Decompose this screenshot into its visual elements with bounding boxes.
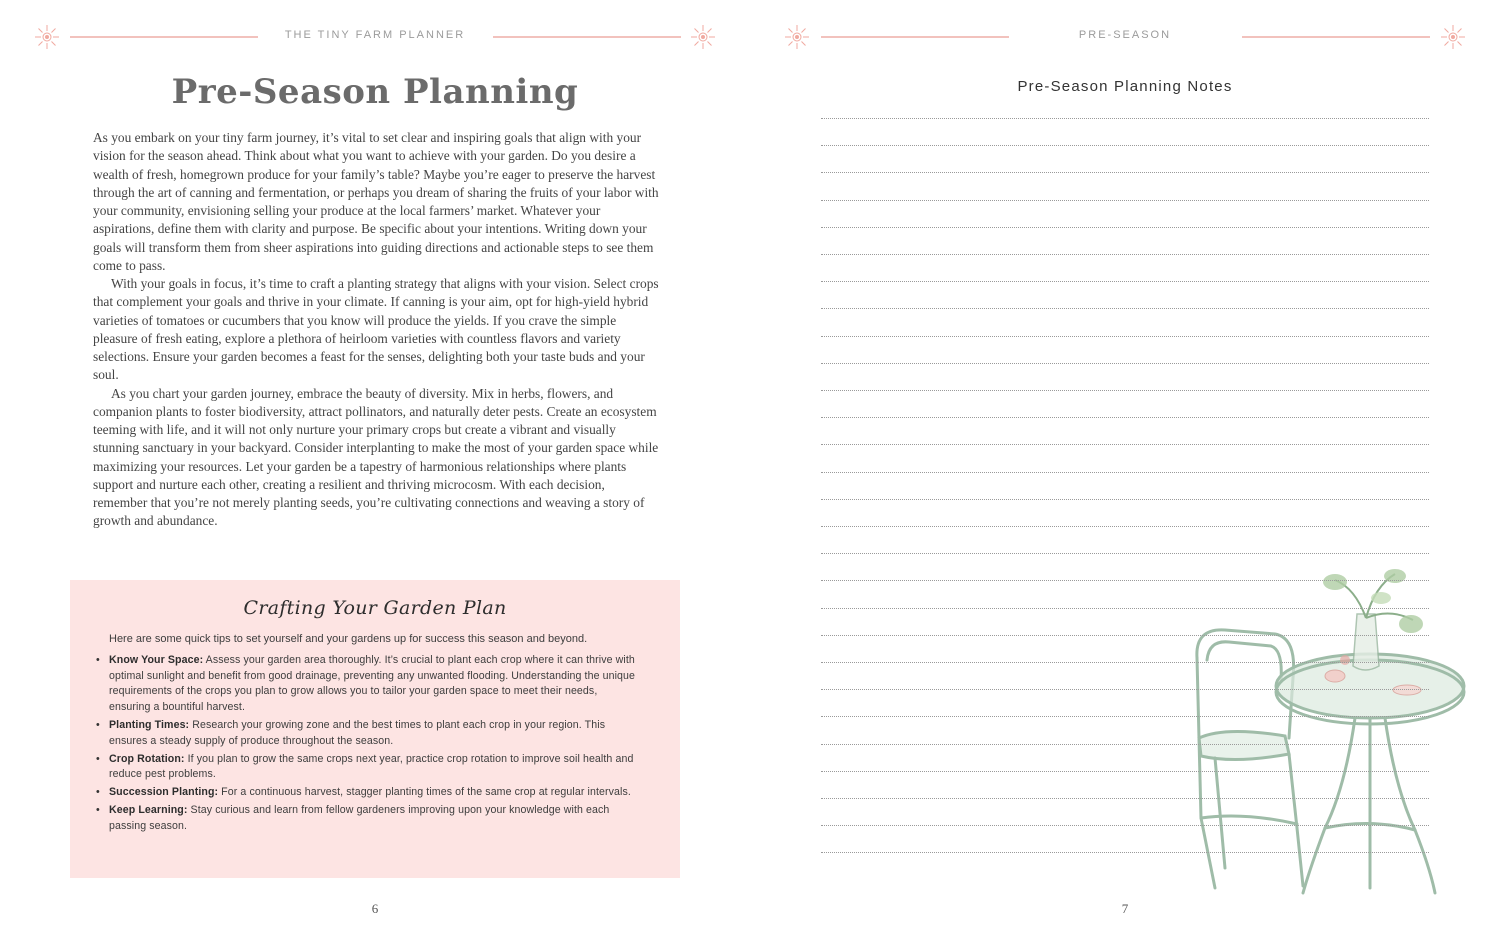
right-page — [750, 0, 1500, 938]
header-rule-right — [493, 36, 681, 38]
tip-text: Assess your garden area thoroughly. It’s crucial to plant each crop where it can thrive with optimal sunlight and benefit from good drainage, preventing any unwanted flooding. Understanding the unique requirements of the crops you plan to grow allows you to tailor your garden space to meet their needs, ensuring a bountiful harvest. — [109, 654, 636, 714]
note-line — [821, 580, 1429, 581]
note-line — [821, 553, 1429, 554]
body-paragraph: As you chart your garden journey, embrace the beauty of diversity. Mix in herbs, flowers, and companion plants to foster biodiversity, attract pollinators, and naturally deter pests. Create an ecosystem teeming with life, and it will not only nurture your primary crops but create a vibrant and visually stunning sanctuary in your backyard. Consider interplanting to make the most of your garden space while maximizing your resources. Let your garden be a tapestry of harmonious relationships where plants support and nurture each other, creating a resilient and thriving microcosm. With each decision, remember that you’re not merely planting seeds, you’re cultivating connections and weaving a story of growth and abundance. — [93, 385, 659, 529]
tip-item — [109, 803, 639, 834]
page-number: 7 — [1121, 901, 1129, 916]
note-line — [821, 390, 1429, 391]
tip-term: Know Your Space: — [109, 654, 204, 666]
running-header: PRE-SEASON — [1078, 29, 1172, 41]
tip-term: Keep Learning: — [109, 804, 188, 817]
tips-intro: Here are some quick tips to set yourself and your gardens up for success this season and beyond. — [109, 633, 588, 645]
tips-box — [70, 580, 680, 878]
body-text — [93, 129, 659, 531]
note-line — [821, 118, 1429, 119]
note-line — [821, 444, 1429, 445]
note-line — [821, 281, 1429, 282]
tips-title: Crafting Your Garden Plan — [243, 597, 507, 619]
tip-term: Succession Planting: — [109, 786, 219, 799]
body-paragraph: As you embark on your tiny farm journey, it’s vital to set clear and inspiring goals that align with your vision for the season ahead. Think about what you want to achieve with your garden. Do you desire a wealth of fresh, homegrown produce for your family’s table? Maybe you’re eager to preserve the harvest through the art of canning and fermentation, or perhaps you dream of sharing the fruits of your labor with your community, envisioning selling your produce at the local farmers’ market. Whatever your aspirations, define them with clarity and purpose. Be specific about your intentions. Writing down your goals will transform them from sheer aspirations into guiding directions and actionable steps to see them come to pass. — [93, 130, 659, 273]
tip-text: If you plan to grow the same crops next year, practice crop rotation to improve soil health and reduce pest problems. — [109, 752, 634, 781]
sunburst-ornament-icon — [34, 24, 60, 50]
header-rule-left — [70, 36, 258, 38]
page-title: Pre-Season Planning — [171, 72, 579, 112]
tips-list — [109, 653, 639, 837]
note-line — [821, 145, 1429, 146]
sunburst-ornament-icon — [784, 24, 810, 50]
note-line — [821, 716, 1429, 717]
note-line — [821, 417, 1429, 418]
note-line — [821, 227, 1429, 228]
sunburst-ornament-icon — [690, 24, 716, 50]
running-header: THE TINY FARM PLANNER — [284, 29, 466, 41]
tip-item — [109, 653, 639, 716]
tip-text: Research your growing zone and the best times to plant each crop in your region. This ensures a steady supply of produce throughout the season. — [109, 719, 606, 747]
header-rule-right — [1242, 36, 1430, 38]
note-line — [821, 798, 1429, 799]
note-line — [821, 744, 1429, 745]
note-line — [821, 172, 1429, 173]
tip-term: Crop Rotation: — [109, 752, 185, 765]
notes-lines — [821, 118, 1429, 860]
tip-item — [109, 785, 639, 801]
note-line — [821, 526, 1429, 527]
note-line — [821, 200, 1429, 201]
note-line — [821, 608, 1429, 609]
header-rule-left — [821, 36, 1009, 38]
tip-text: For a continuous harvest, stagger planting times of the same crop at regular intervals. — [218, 786, 631, 799]
note-line — [821, 825, 1429, 826]
note-line — [821, 689, 1429, 690]
note-line — [821, 472, 1429, 473]
tip-item — [109, 718, 639, 749]
body-paragraph: With your goals in focus, it’s time to craft a planting strategy that aligns with your vision. Select crops that complement your goals and thrive in your climate. If canning is your aim, opt for high-yield hybrid varieties of tomatoes or cucumbers that you know will produce the yields. If you crave the simple pleasure of fresh eating, explore a plethora of heirloom varieties with countless flavors and variety selections. Ensure your garden becomes a feast for the senses, delighting both your taste buds and your soul. — [93, 276, 659, 383]
tip-item — [109, 752, 639, 783]
note-line — [821, 662, 1429, 663]
page-number: 6 — [371, 901, 379, 916]
note-line — [821, 336, 1429, 337]
note-line — [821, 254, 1429, 255]
tip-text: Stay curious and learn from fellow gardeners improving upon your knowledge with each passing season. — [109, 804, 610, 832]
notes-title: Pre-Season Planning Notes — [1017, 78, 1233, 95]
note-line — [821, 499, 1429, 500]
note-line — [821, 363, 1429, 364]
sunburst-ornament-icon — [1440, 24, 1466, 50]
note-line — [821, 308, 1429, 309]
note-line — [821, 635, 1429, 636]
note-line — [821, 852, 1429, 853]
tip-term: Planting Times: — [109, 719, 190, 731]
note-line — [821, 771, 1429, 772]
